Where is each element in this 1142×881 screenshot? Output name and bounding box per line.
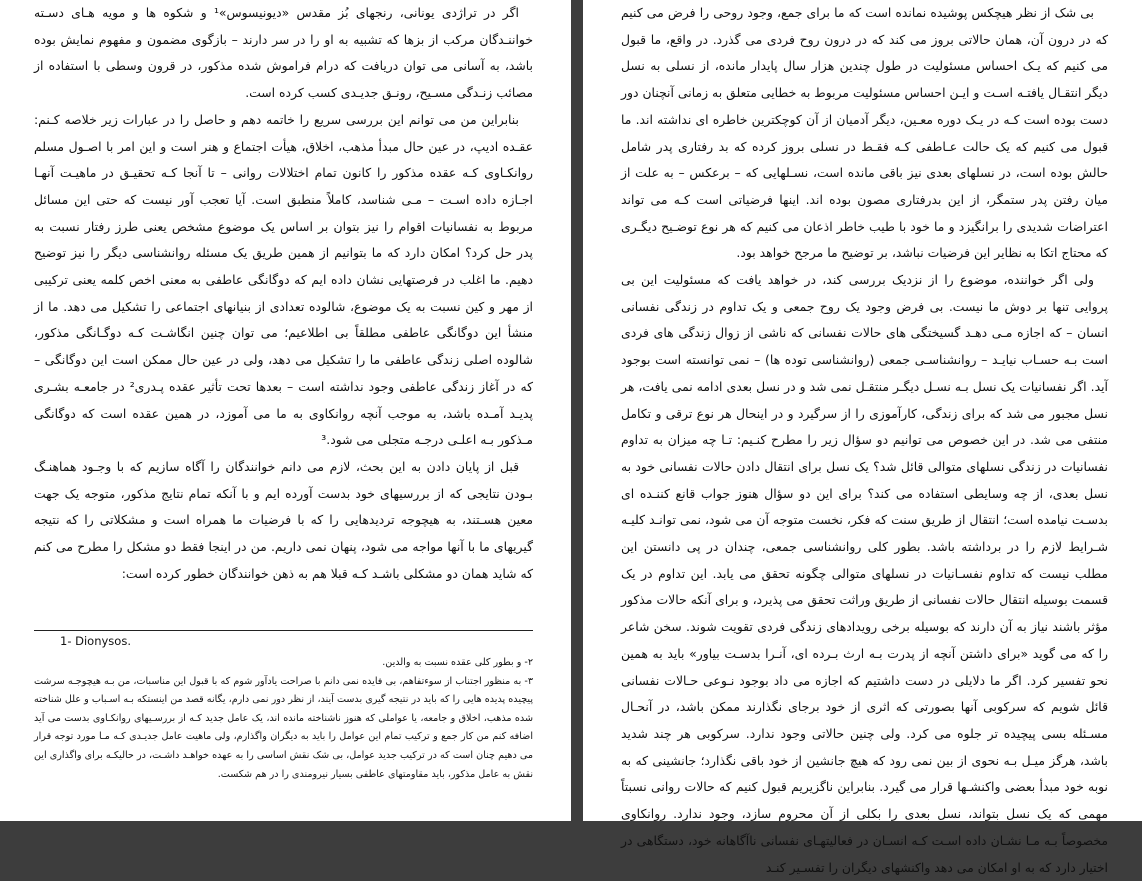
footnotes [34,654,533,784]
footnote-separator [34,630,533,631]
right-page-body [621,0,1108,881]
left-paragraph-2: بنابراین من می توانم این بررسی سریع را خاتمه دهم و حاصل را در عبارات زیر خلاصه کـنم: عقـده ادیپ، در عین حال مبدأ مذهب، اخلاق، هیأت اجتماع و هنر است و این امر با اصـول مسلم روانکـاوی کـه عقده مذکور را کانون تمام اختلالات روانی – تا آنجا کـه تحقیـق در ماهیـت آنهـا اجـازه داده اسـت – مـی شناسد، کاملاً منطبق است. آیا تعجب آور نیست که حتی این مسائل مربوط به نفسانیات اقوام را نیز بتوان بر اساس یک موضوع مشخص یعنی طرز رفتار نسبت به پدر حل کرد؟ امکان دارد که ما بتوانیم از همین طریق یک مسئله روانشناسی دیگر را نیز توضیح دهیم. ما اغلب در فرصتهایی نشان داده ایم که دوگانگی عاطفی به معنی اخص کلمه یعنی ترکیبی از مهر و کین نسبت به یک موضوع، شالوده تعدادی از بنیانهای اجتماعی را تشکیل می دهد. ما از منشأ این دوگانگی عاطفی مطلقاً بی اطلاعیم؛ می توان چنین انگاشـت کـه دوگـانگی مذکور، شالوده اصلی زندگی عاطفی ما را تشکیل می دهد، ولی در عین حال ممکن است این دوگانگی – که در آغاز زندگی عاطفی وجود نداشته است – بعدها تحت تأثیر عقده پـدری² در جامعـه بشـری پدیـد آمـده باشد، به موجب آنچه روانکاوی به ما می آموزد، در همین عقده است که دوگانگی مـذکور بـه اعلـی درجـه متجلی می شود.³ [34,111,533,448]
left-paragraph-1: اگر در تراژدی یونانی، رنجهای بُز مقدس «دیونیسوس»¹ و شکوه ها و مویه هـای دسـته خواننـدگان مرکب از بزها که تشبیه به او را در سر دارند – بازگوی مضمون و مفهوم نمایش بوده باشد، به آسانی می توان دریافت که درام فراموش شده مذکور، در قرون وسطی با استفاده از مصائب زنـدگی مسـیح، رونـق جدیـدی کسب کرده است. [34,5,533,101]
right-paragraph-1: بی شک از نظر هیچکس پوشیده نمانده است که ما برای جمع، وجود روحی را فرض می کنیم که در درون آن، همان حالاتی بروز می کند که در درون روح فردی می گذرد. در واقع، ما قبول می کنیم که یـک احساس مسئولیت در طول چندین هزار سال پایدار مانده، از نسلی به نسل دیگر انتقـال یافتـه اسـت و ایـن احساس مسئولیت مربوط به خطایی متعلق به زمانی آنچنان دور دست بوده است کـه در یـک دوره معـین، دیگر آدمیان از آن کوچکترین خاطره ای نداشته اند. ما قبول می کنیم که یک حالت عـاطفی کـه فقـط در نسلی بروز کرده که بد رفتاری پدر شامل حالش بوده است، در نسلهای بعدی نیز باقی مانده است، نسـلهایی که – برعکس – به علت از میان رفتن پدر ستمگر، از این بدرفتاری مصون بوده اند. اینها فرضیاتی است کـه می تواند اعتراضات شدیدی را برانگیزد و ما خود با طیب خاطر اذعان می کنیم که هر نوع توضـیح دیگـری که محتاج اتکا به نظایر این فرضیات نباشد، بر توضیح ما مرجح خواهد بود. [621,5,1108,261]
footnote-2: ٢- و بطور کلی عقده نسبت به والدین. [382,657,533,668]
right-page [583,0,1142,875]
page-gutter [571,0,583,821]
left-page [0,0,571,821]
left-page-body [34,0,533,587]
footnote-3: ٣- به منظور اجتناب از سوءتفاهم، بی فایده نمی دانم با صراحت یادآور شوم که با قبول این مناسبات، من بـه هیچوجـه سرشت پیچیده پدیده هایی را که باید در نتیجه گیری بدست آیند، از نظر دور نمی دارم، یگانه قصد من اینستکه بـه اسـباب و علل شناخته شده مذهب، اخلاق و جامعه، یا عواملی که هنوز ناشناخته مانده اند، یک عامل جدید کـه از بررسـیهای روانکـاوی بدست می آید اضافه کنم من کار جمع و ترکیب تمام این عوامل را باید به دیگران واگذارم، ولی ماهیت عامل جدیـدی کـه مـا مورد توجه قرار می دهیم چنان است که در ترکیب جدید عوامل، بی شک نقش اساسی را به عهده خواهـد داشـت، در حالیکـه برای واگذاری این نقش به عامل مذکور، باید مقاومتهای عاطفی بسیار نیرومندی را در هم شکست. [34,675,533,780]
right-paragraph-2: ولی اگر خواننده، موضوع را از نزدیک بررسی کند، در خواهد یافت که مسئولیت این بی پروایی تنها بر دوش ما نیست. بی فرض وجود یک روح جمعی و یک تداوم در زندگی نفسانی انسان – که اجازه مـی دهـد گسیختگی های حالات نفسانی که ناشی از زوال زندگی های فردی است بـه حسـاب نیایـد – روانشناسـی جمعی (روانشناسی توده ها) – نمی توانسته است بوجود آید. اگر نفسانیات یک نسل بـه نسـل دیگـر منتقـل نمی شد و در نسل بعدی ادامه نمی یافت، هر نسل مجبور می شد که برای زندگی، کارآموزی را از سرگیرد و در اینحال هر نوع ترقی و تکامل منتفی می شد. در این خصوص می توانیم دو سؤال زیر را مطرح کنـیم: تـا چه میزان به تداوم نفسانیات در زندگی نسلهای متوالی قائل شد؟ یک نسل برای انتقال دادن حالات نفسانی خود به نسل بعدی، از چه وسایطی استفاده می کند؟ برای این دو سؤال هنوز جواب قانع کننـده ای بدسـت نیامده است؛ انتقال از طریق سنت که فکر، نخست متوجه آن می شود، نمی توانـد کلیـه شـرایط لازم را در برداشته باشد. بطور کلی روانشناسی جمعی، چندان در پی دانستن این مطلب نیست که تداوم نفسـانیات در نسلهای متوالی چگونه تحقق می یابد. این تداوم در یک قسمت بوسیله انتقال حالات نفسانی از طریق وراثت تحقق می پذیرد، و برای آنکه حالات مذکور مؤثر باشند نیاز به آن دارند که بوسیله برخی رویدادهای زندگی فردی تقویت شوند. سخن شاعر را که می گوید «برای داشتن آنچه از پدرت بـه ارث بـرده ای، آنـرا بدسـت بیاور» باید به همین نحو تفسیر کرد. اگر ما دلایلی در دست داشتیم که اجازه می داد بوجود نـوعی حـالات نفسانی قائل شویم که سرکوبی آنها بصورتی که اثری از خود برجای نگذارند ممکن باشد، در آنحـال مسـئله بسی پیچیده تر جلوه می کرد. ولی چنین حالاتی وجود ندارد. سرکوبی هر چند شدید باشد، هرگز میـل بـه نحوی از بین نمی رود که هیچ جانشین از خود باقی نگذارد؛ جانشینی که به نوبه خود مبدأ بعضی واکنشـها قرار می گیرد. بنابراین ناگزیریم قبول کنیم که حالات روانی نسبتاً مهمی که یک نسل بتواند، نسل بعدی را بکلی از آن محروم سازد، وجود ندارد. روانکاوی مخصوصاً بـه مـا نشـان داده اسـت کـه انسـان در فعالیتهـای نفسانی ناآگاهانه خود، دستگاهی در اختیار دارد که به او امکان می دهد واکنشهای دیگران را تفسـیر کنـد [621,272,1108,875]
left-paragraph-3: قبل از پایان دادن به این بحث، لازم می دانم خوانندگان را آگاه سازیم که با وجـود هماهنـگ بـودن نتایجی که از بررسیهای خود بدست آورده ایم و با آنکه تمام نتایج مذکور، متوجه یک جهت معین هسـتند، به هیچوجه تردیدهایی را که با فرضیات ما همراه است و مشکلاتی را که نتیجه گیریهای ما با آنها مواجه می شود، پنهان نمی داریم. من در اینجا فقط دو مشکل را مطرح می کنم که شاید همان دو مشکلی باشـد کـه قبلا هم به ذهن خوانندگان خطور کرده است: [34,458,533,581]
footnote-1-latin: 1- Dionysos. [60,634,131,648]
